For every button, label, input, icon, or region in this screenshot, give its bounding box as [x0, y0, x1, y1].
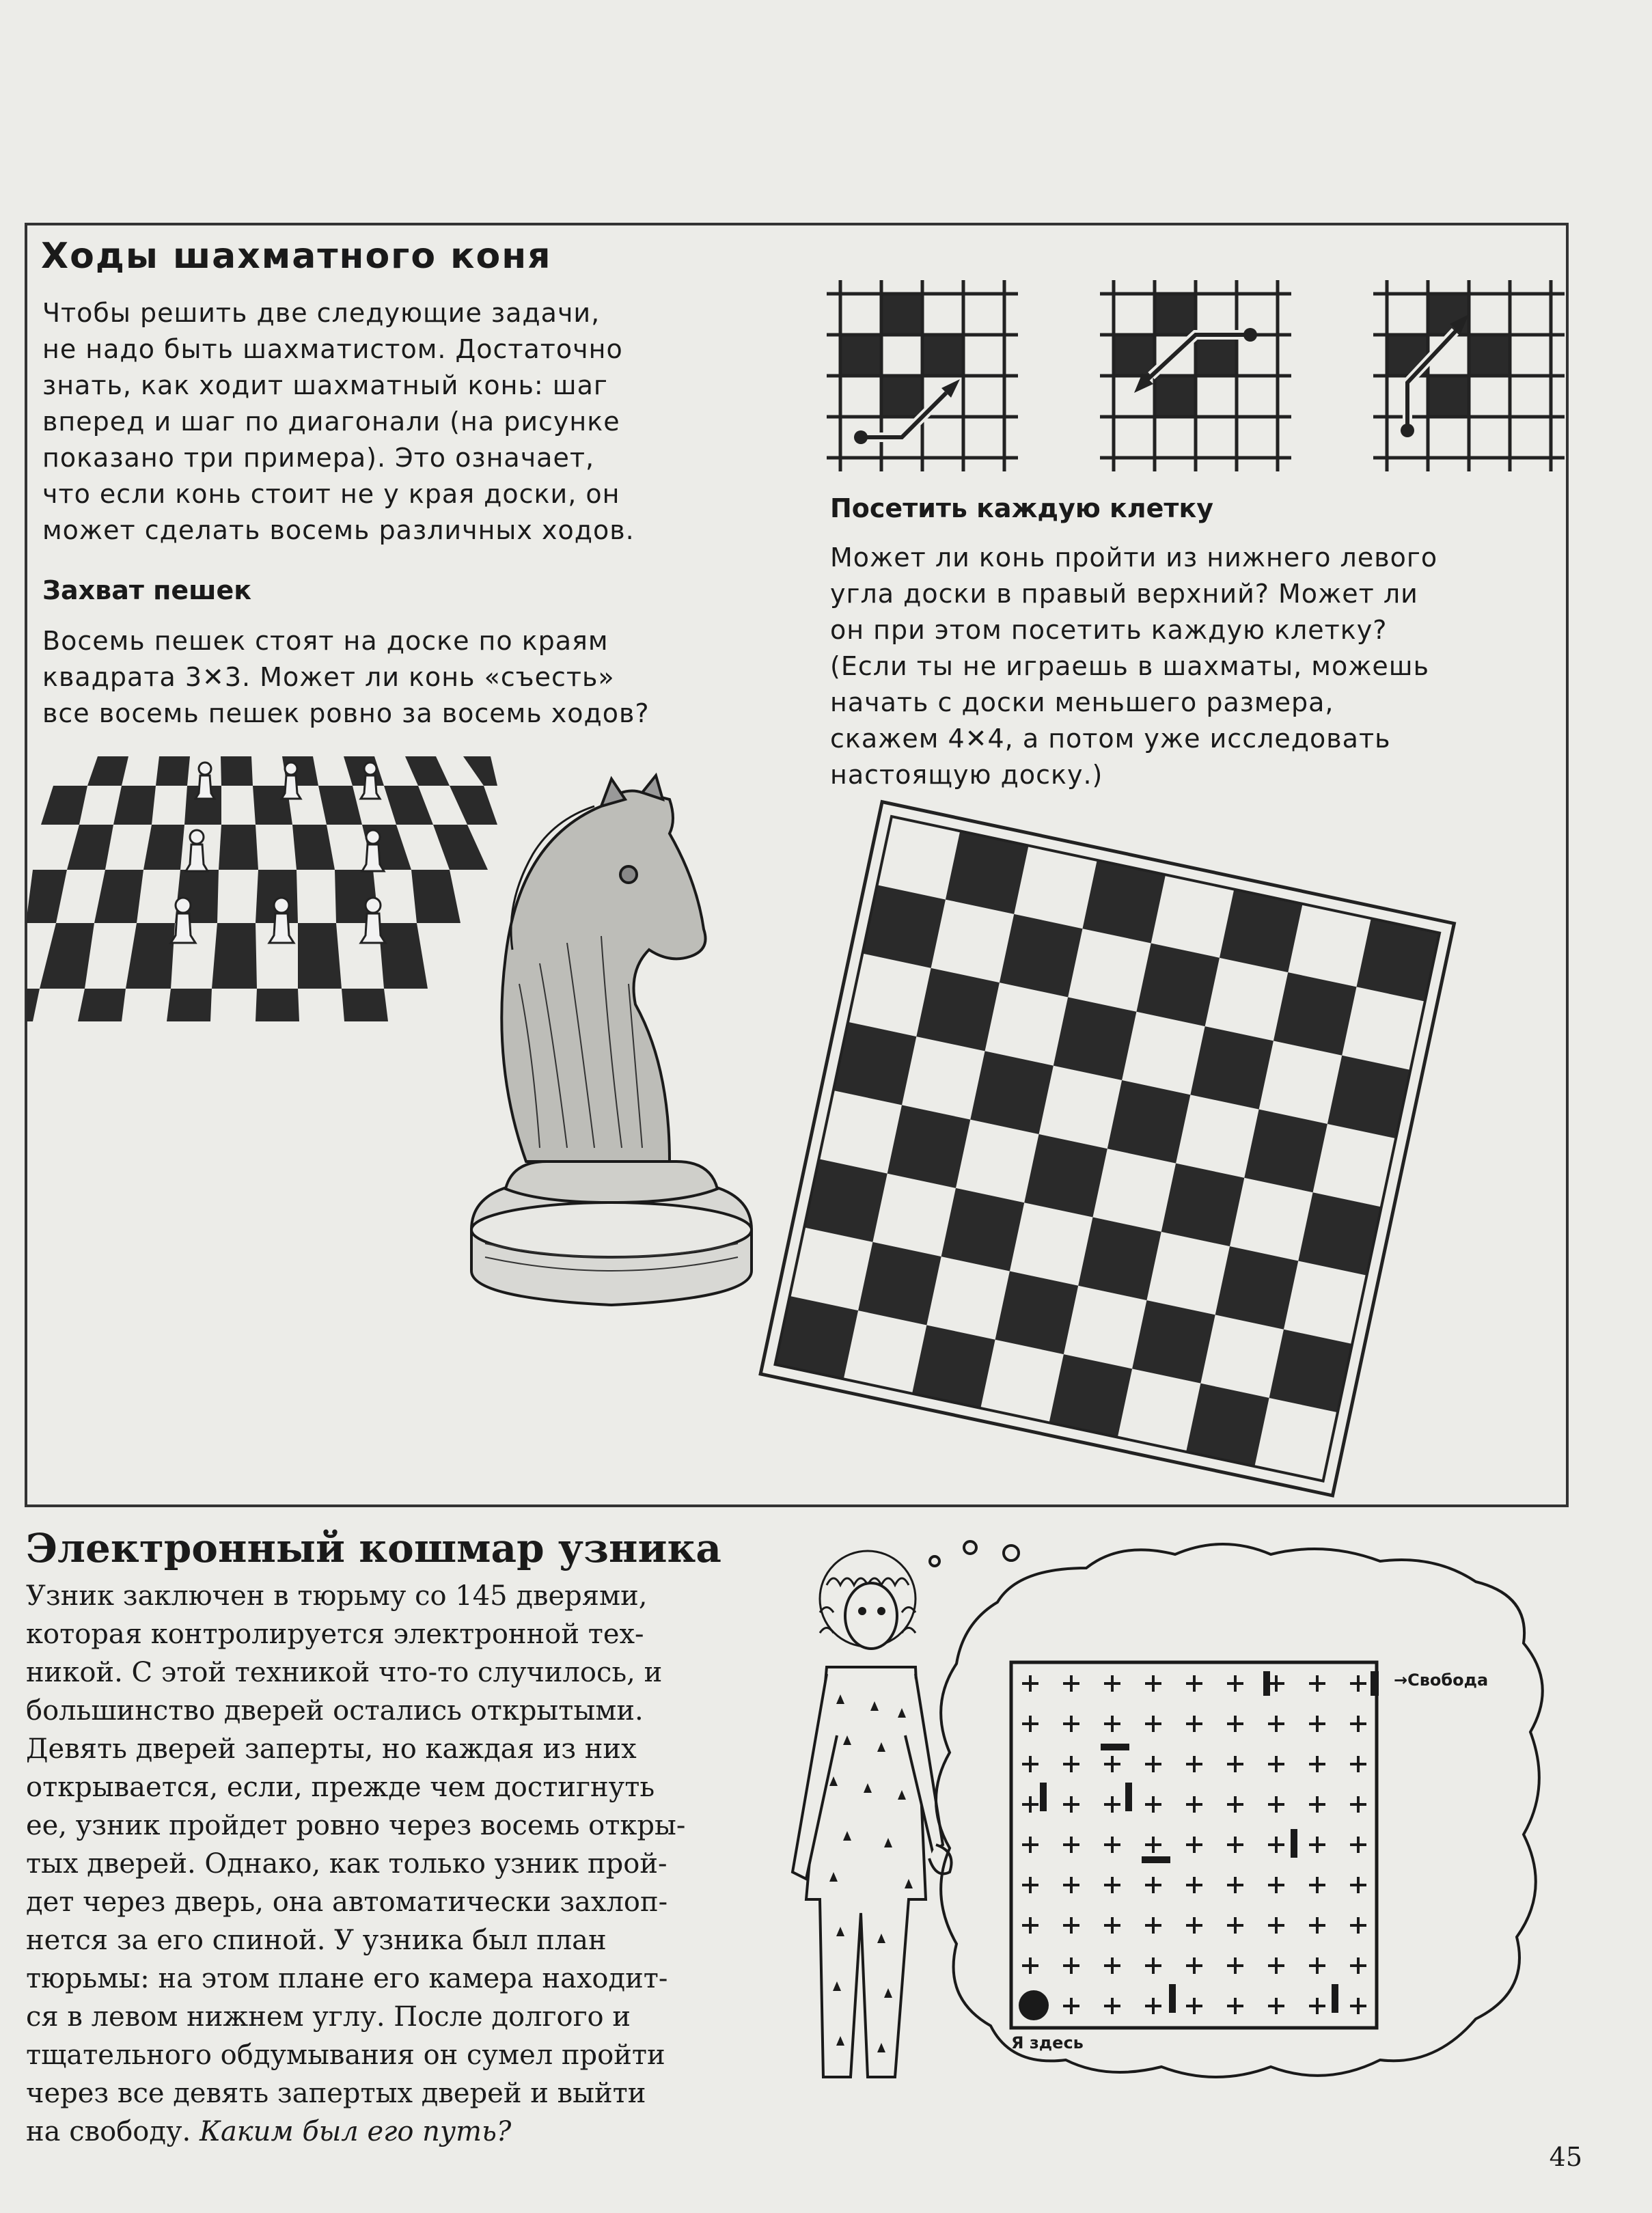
maze-junction: [1186, 1917, 1202, 1934]
prisoner-cell-marker: [1019, 1990, 1049, 2020]
maze-junction: [1063, 1877, 1079, 1893]
maze-junction: [1145, 1998, 1161, 2014]
maze-junction: [1063, 1957, 1079, 1974]
maze-junction: [1309, 1837, 1325, 1853]
maze-junction: [1268, 1756, 1284, 1772]
maze-grid: [1022, 1675, 1366, 2014]
maze-junction: [1350, 1998, 1366, 2014]
maze-junction: [1268, 1957, 1284, 1974]
maze-junction: [1022, 1957, 1038, 1974]
maze-junction: [1104, 1917, 1120, 1934]
maze-junction: [1227, 1957, 1243, 1974]
maze-junction: [1350, 1756, 1366, 1772]
board-dark-square: [1000, 914, 1083, 998]
pawns-heading: Захват пешек: [42, 575, 252, 605]
board-dark-square: [1244, 1110, 1327, 1193]
maze-junction: [1022, 1796, 1038, 1813]
maze-junction: [1186, 1716, 1202, 1732]
maze-junction: [1104, 1998, 1120, 2014]
maze-junction: [1063, 1716, 1079, 1732]
board-dark-square: [1161, 1164, 1245, 1247]
maze-junction: [1350, 1877, 1366, 1893]
maze-junction: [1309, 1877, 1325, 1893]
maze-junction: [1268, 1716, 1284, 1732]
maze-junction: [1227, 1675, 1243, 1692]
board-dark-square: [858, 1242, 941, 1325]
prison-maze: [1010, 1661, 1392, 2044]
board-dark-square: [1132, 1300, 1215, 1384]
maze-junction: [1145, 1716, 1161, 1732]
visit-heading: Посетить каждую клетку: [830, 493, 1214, 523]
maze-junction: [1309, 1675, 1325, 1692]
maze-junction: [1104, 1877, 1120, 1893]
maze-junction: [1227, 1716, 1243, 1732]
maze-junction: [1022, 1877, 1038, 1893]
maze-junction: [1350, 1675, 1366, 1692]
maze-junction: [1022, 1716, 1038, 1732]
board-dark-square: [1190, 1026, 1274, 1110]
prisoner-text: [26, 1577, 791, 2151]
freedom-label: →Свобода: [1394, 1671, 1489, 1690]
maze-junction: [1309, 1917, 1325, 1934]
maze-junction: [1309, 1716, 1325, 1732]
maze-junction: [1104, 1837, 1120, 1853]
maze-junction: [1104, 1796, 1120, 1813]
page-number: 45: [1549, 2142, 1582, 2172]
maze-junction: [1268, 1675, 1284, 1692]
board-dark-square: [1107, 1080, 1191, 1164]
maze-junction: [1063, 1675, 1079, 1692]
maze-junction: [1186, 1796, 1202, 1813]
visit-text: Может ли конь пройти из нижнего левого угла доски в правый верхний? Может ли он при этом посетить каждую клетку? (Если ты не играешь в шахматы, можешь начать с доски меньшего размера, скажем 4✕4, а потом уже исследовать настоящую доску.): [830, 542, 1438, 790]
pawn-chessboard: [26, 748, 504, 1076]
maze-junction: [1186, 1675, 1202, 1692]
maze-junction: [1227, 1796, 1243, 1813]
maze-junction: [1186, 1756, 1202, 1772]
maze-junction: [1063, 1756, 1079, 1772]
maze-junction: [1145, 1796, 1161, 1813]
here-label: Я здесь: [1011, 2033, 1084, 2052]
board-dark-square: [1136, 944, 1220, 1027]
maze-junction: [1350, 1917, 1366, 1934]
board-dark-square: [916, 968, 1000, 1051]
maze-junction: [1268, 1877, 1284, 1893]
maze-junction: [1063, 1796, 1079, 1813]
maze-junction: [1350, 1716, 1366, 1732]
maze-junction: [1350, 1957, 1366, 1974]
board-dark-square: [1274, 972, 1357, 1056]
locked-doors: [1040, 1671, 1379, 2013]
maze-junction: [1227, 1917, 1243, 1934]
maze-junction: [1227, 1837, 1243, 1853]
maze-junction: [1268, 1917, 1284, 1934]
maze-junction: [1268, 1998, 1284, 2014]
maze-junction: [1227, 1756, 1243, 1772]
maze-junction: [1309, 1756, 1325, 1772]
board-dark-square: [887, 1105, 971, 1188]
maze-junction: [1350, 1796, 1366, 1813]
maze-junction: [1145, 1957, 1161, 1974]
knight-move-example-1: [827, 280, 1018, 471]
maze-junction: [1145, 1837, 1161, 1853]
maze-junction: [1186, 1957, 1202, 1974]
board-dark-square: [1054, 997, 1137, 1080]
maze-junction: [1268, 1837, 1284, 1853]
knight-title: Ходы шахматного коня: [41, 236, 552, 277]
maze-junction: [1022, 1917, 1038, 1934]
prisoner-question: Каким был его путь?: [199, 2116, 512, 2147]
maze-junction: [1063, 1837, 1079, 1853]
board-dark-square: [1024, 1134, 1107, 1218]
maze-junction: [1186, 1998, 1202, 2014]
maze-junction: [1022, 1756, 1038, 1772]
pawns-text: Восемь пешек стоят на доске по краям квадрата 3✕3. Может ли конь «съесть» все восемь пешек ровно за восемь ходов?: [42, 626, 650, 728]
maze-junction: [1268, 1796, 1284, 1813]
maze-junction: [1104, 1957, 1120, 1974]
knight-move-example-2: [1100, 280, 1291, 471]
maze-junction: [1022, 1837, 1038, 1853]
maze-junction: [1145, 1756, 1161, 1772]
maze-junction: [1022, 1675, 1038, 1692]
maze-junction: [1350, 1837, 1366, 1853]
maze-junction: [1104, 1716, 1120, 1732]
board-dark-square: [941, 1188, 1025, 1272]
maze-junction: [1063, 1998, 1079, 2014]
maze-junction: [1309, 1796, 1325, 1813]
board-dark-square: [970, 1051, 1054, 1134]
tilted-chessboard: [656, 816, 1517, 1541]
board-dark-square: [995, 1271, 1079, 1354]
maze-junction: [1227, 1998, 1243, 2014]
board-dark-square: [1078, 1218, 1161, 1301]
maze-junction: [1309, 1998, 1325, 2014]
maze-junction: [1104, 1756, 1120, 1772]
prisoner-text-plain: Узник заключен в тюрьму со 145 дверями, которая контролируется электронной тех- никой. С этой техникой что-то случилось, и большинство дверей остались открытыми. Девять дверей заперты, но каждая из них открывается, если, прежде чем достигнуть ее, узник пройдет ровно через восемь откры- тых дверей. Однако, как только узник прой- дет через дверь, она автоматически захлоп- нется за его спиной. У узника был план тюрьмы: на этом плане его камера находит- ся в левом нижнем углу. После долгого и тщательного обдумывания он сумел пройти через все девять запертых дверей и выйти на свободу.: [26, 1580, 686, 2147]
maze-junction: [1186, 1837, 1202, 1853]
knight-intro: Чтобы решить две следующие задачи, не надо быть шахматистом. Достаточно знать, как ходит шахматный конь: шаг вперед и шаг по диагонали (на рисунке показано три примера). Это означает, что если конь стоит не у края доски, он может сделать восемь различных ходов.: [42, 298, 635, 545]
maze-junction: [1309, 1957, 1325, 1974]
maze-junction: [1145, 1877, 1161, 1893]
knight-move-example-3: [1373, 280, 1565, 471]
maze-junction: [1104, 1675, 1120, 1692]
maze-junction: [1186, 1877, 1202, 1893]
maze-junction: [1227, 1877, 1243, 1893]
maze-junction: [1145, 1675, 1161, 1692]
pawn-board-squares: [26, 756, 497, 1021]
knight-move-examples: [827, 280, 1565, 471]
maze-junction: [1063, 1917, 1079, 1934]
maze-junction: [1145, 1917, 1161, 1934]
board-dark-square: [1215, 1246, 1299, 1330]
prisoner-title: Электронный кошмар узника: [26, 1525, 721, 1571]
